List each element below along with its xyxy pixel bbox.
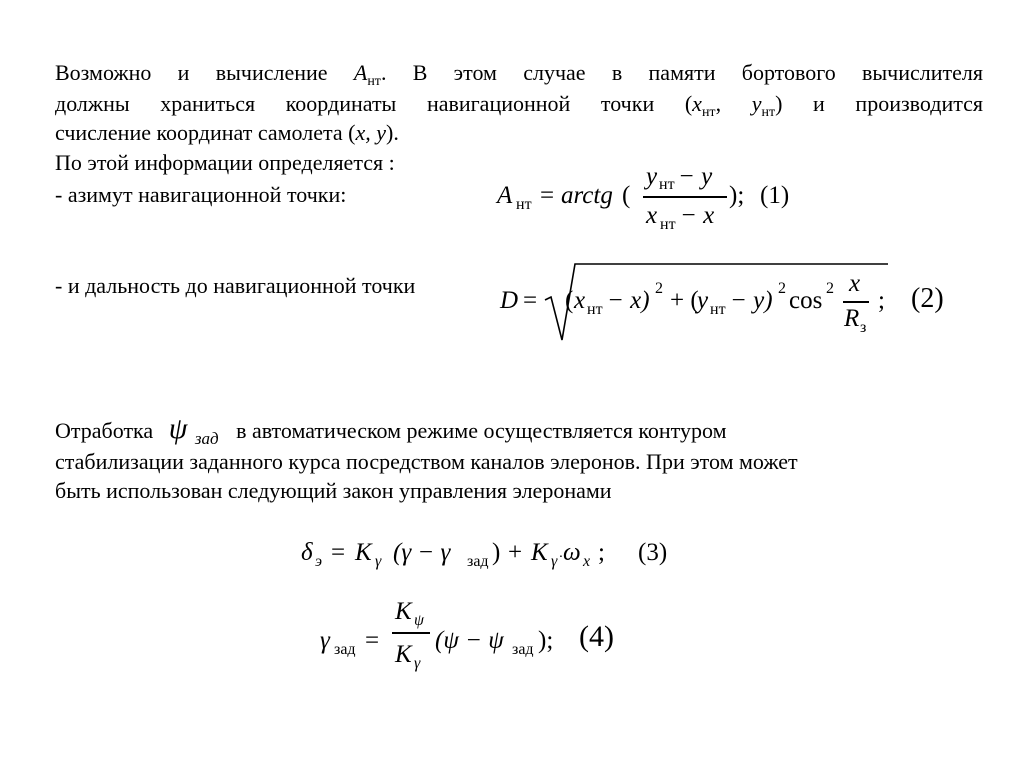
formula1-eq: =	[540, 182, 555, 209]
formula1-lhs-sub: нт	[516, 196, 532, 213]
formula3-omega: ω	[563, 539, 581, 566]
formula4-open: (ψ − ψ	[435, 627, 504, 654]
formula2-y-minus: − y)	[730, 287, 773, 314]
formula3-open: (γ − γ	[393, 539, 451, 566]
formula3-close: )	[492, 539, 501, 566]
subscript: нт	[701, 105, 716, 120]
formula1-func: arctg	[561, 182, 613, 209]
formula3-eq: =	[331, 539, 346, 566]
formula2-paren: (	[565, 287, 574, 314]
formula2-eq: =	[523, 287, 538, 314]
formula4-num-sub: ψ	[414, 612, 424, 629]
formula1-den-sub: нт	[660, 216, 676, 233]
formula2-y-sub: нт	[710, 301, 726, 318]
formula2-square-1: 2	[655, 280, 663, 297]
text-segment: Возможно и вычисление	[55, 60, 354, 85]
formula2-frac-den: R	[844, 305, 860, 332]
formula2-semicolon: ;	[878, 287, 885, 314]
subscript: нт	[367, 74, 381, 89]
subscript: нт	[761, 105, 776, 120]
formula4-den-sub: γ	[414, 655, 421, 672]
formula2-frac-den-sub: з	[860, 319, 867, 336]
formula4-gamma-sub: зад	[334, 641, 356, 658]
formula1-number: (1)	[760, 182, 790, 209]
paragraph2-line2: стабилизации заданного курса посредством каналов элеронов. При этом может	[55, 449, 798, 474]
range-label: - и дальность до навигационной точки	[55, 273, 416, 298]
formula4-gamma: γ	[320, 627, 330, 654]
formula4-num-K: K	[395, 598, 412, 625]
psi-symbol: ψ	[168, 412, 188, 445]
formula2-y: y	[697, 287, 709, 314]
formula3-number: (3)	[638, 539, 668, 566]
formula1-num-sub: нт	[659, 176, 675, 193]
formula3-gamma-sub: зад	[467, 553, 489, 570]
formula3-K2-sub: γ̇	[551, 553, 558, 570]
formula1-den-rest: − x	[680, 202, 715, 229]
var-y: y	[751, 91, 762, 116]
var-x: x	[692, 91, 702, 116]
formula4-den-K: K	[395, 641, 412, 668]
text-segment: должны храниться координаты навигационной точки (	[55, 91, 693, 116]
formula2-fraction-bar	[843, 301, 869, 303]
formula2-lhs: D	[500, 287, 519, 314]
formula2-x-sub: нт	[587, 301, 603, 318]
var-A: A	[353, 60, 368, 85]
text-segment: Отработка	[55, 418, 154, 443]
comma: ,	[715, 91, 752, 116]
text-segment: ).	[386, 120, 399, 145]
formula3-omega-sub: x	[583, 553, 591, 570]
formula3-K1-sub: γ	[375, 553, 382, 570]
formula2-cos: cos	[789, 287, 823, 314]
paragraph1-line4: По этой информации определяется :	[55, 150, 395, 175]
text-segment: . В этом случае в памяти бортового вычислителя	[380, 60, 984, 85]
formula4-psi-sub: зад	[512, 641, 534, 658]
var-xy: x, y	[355, 120, 386, 145]
formula2-frac-num: x	[849, 270, 861, 297]
text-segment: в автоматическом режиме осуществляется контуром	[236, 418, 727, 443]
formula4-eq: =	[365, 627, 380, 654]
formula2-x-minus: − x)	[607, 287, 650, 314]
formula1-close: );	[729, 182, 745, 209]
formula3-K2: K	[531, 539, 548, 566]
text-segment: ) и производится	[775, 91, 983, 116]
formula2-x: x	[574, 287, 586, 314]
text-segment: счисление координат самолета (	[55, 120, 356, 145]
formula3-plus: +	[508, 539, 523, 566]
formula1-open: (	[622, 182, 631, 209]
formula1-lhs: A	[497, 182, 513, 209]
formula3-delta: δ	[301, 539, 313, 566]
formula3-semicolon: ;	[598, 539, 605, 566]
paragraph2-line1	[55, 412, 727, 448]
formula4-fraction-bar	[392, 632, 430, 634]
formula3-delta-sub: э	[315, 553, 323, 570]
formula2-plus: + (	[670, 287, 699, 314]
paragraph1-line5: - азимут навигационной точки:	[55, 182, 347, 207]
paragraph2-line3: быть использован следующий закон управления элеронами	[55, 478, 612, 503]
formula2-square-2: 2	[778, 280, 786, 297]
formula1-den-x: x	[646, 202, 658, 229]
formula1-num-y: y	[646, 163, 658, 190]
formula2-square-3: 2	[826, 280, 834, 297]
formula3-K1: K	[355, 539, 372, 566]
formula4-close: );	[538, 627, 554, 654]
formula2-number: (2)	[911, 283, 944, 314]
formula1-num-rest: − y	[678, 163, 713, 190]
psi-subscript: зад	[194, 429, 219, 448]
formula4-number: (4)	[579, 620, 614, 653]
